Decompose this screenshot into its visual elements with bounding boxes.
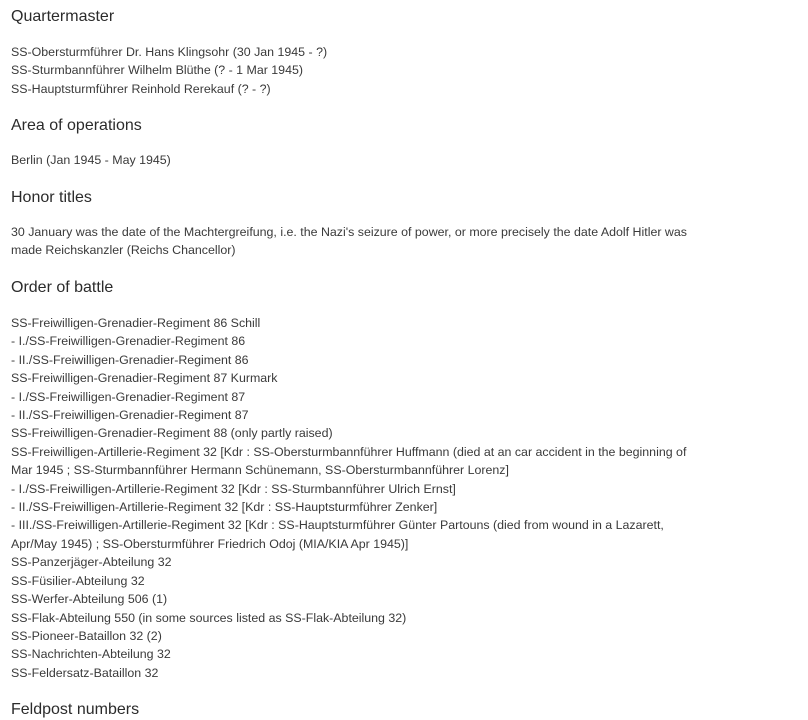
list-item: SS-Pioneer-Bataillon 32 (2)	[11, 628, 162, 643]
section-heading-quartermaster: Quartermaster	[11, 8, 115, 25]
paragraph-line: 30 January was the date of the Machtergreifung, i.e. the Nazi's seizure of power, or more precisely the date Adolf Hitler was	[11, 225, 687, 239]
list-item: - I./SS-Freiwilligen-Artillerie-Regiment 32 [Kdr : SS-Sturmbannführer Ulrich Ernst]	[11, 481, 456, 496]
section-heading-honor-titles: Honor titles	[11, 189, 92, 206]
list-item: SS-Freiwilligen-Grenadier-Regiment 88 (only partly raised)	[11, 426, 333, 441]
section-heading-order-of-battle: Order of battle	[11, 279, 114, 296]
list-item: - II./SS-Freiwilligen-Grenadier-Regiment 87	[11, 408, 249, 423]
honor-titles-paragraph	[11, 223, 711, 260]
list-item: SS-Freiwilligen-Grenadier-Regiment 86 Schill	[11, 316, 261, 330]
section-heading-feldpost-numbers: Feldpost numbers	[11, 701, 140, 718]
list-item: - I./SS-Freiwilligen-Grenadier-Regiment 87	[11, 389, 246, 404]
list-item: SS-Füsilier-Abteilung 32	[11, 573, 145, 588]
list-item: - II./SS-Freiwilligen-Grenadier-Regiment 86	[11, 352, 249, 367]
list-item: SS-Obersturmführer Dr. Hans Klingsohr (30 Jan 1945 - ?)	[11, 45, 328, 59]
list-item: - III./SS-Freiwilligen-Artillerie-Regiment 32 [Kdr : SS-Hauptsturmführer Günter Partouns (died from wound in a Lazarett,	[11, 518, 664, 533]
quartermaster-list	[11, 43, 327, 98]
list-item: - I./SS-Freiwilligen-Grenadier-Regiment 86	[11, 334, 246, 349]
list-item: SS-Feldersatz-Bataillon 32	[11, 665, 159, 680]
order-of-battle-list	[11, 314, 686, 682]
list-item: Apr/May 1945) ; SS-Obersturmführer Friedrich Odoj (MIA/KIA Apr 1945)]	[11, 536, 409, 551]
list-item: SS-Panzerjäger-Abteilung 32	[11, 555, 172, 570]
list-item: SS-Hauptsturmführer Reinhold Rerekauf (? - ?)	[11, 81, 271, 96]
list-item: - II./SS-Freiwilligen-Artillerie-Regiment 32 [Kdr : SS-Hauptsturmführer Zenker]	[11, 500, 438, 515]
list-item: SS-Sturmbannführer Wilhelm Blüthe (? - 1 Mar 1945)	[11, 63, 303, 78]
list-item: SS-Freiwilligen-Grenadier-Regiment 87 Kurmark	[11, 371, 278, 386]
list-item: SS-Flak-Abteilung 550 (in some sources listed as SS-Flak-Abteilung 32)	[11, 610, 407, 625]
list-item: SS-Nachrichten-Abteilung 32	[11, 647, 171, 662]
list-item: SS-Freiwilligen-Artillerie-Regiment 32 [Kdr : SS-Obersturmbannführer Huffmann (died at an car accident in the beginning of	[11, 444, 687, 459]
paragraph-line: made Reichskanzler (Reichs Chancellor)	[11, 243, 236, 258]
list-item: SS-Werfer-Abteilung 506 (1)	[11, 592, 168, 607]
list-item: Mar 1945 ; SS-Sturmbannführer Hermann Schünemann, SS-Obersturmbannführer Lorenz]	[11, 463, 509, 478]
area-of-operations-text: Berlin (Jan 1945 - May 1945)	[11, 153, 171, 167]
section-heading-area-of-operations: Area of operations	[11, 117, 142, 134]
